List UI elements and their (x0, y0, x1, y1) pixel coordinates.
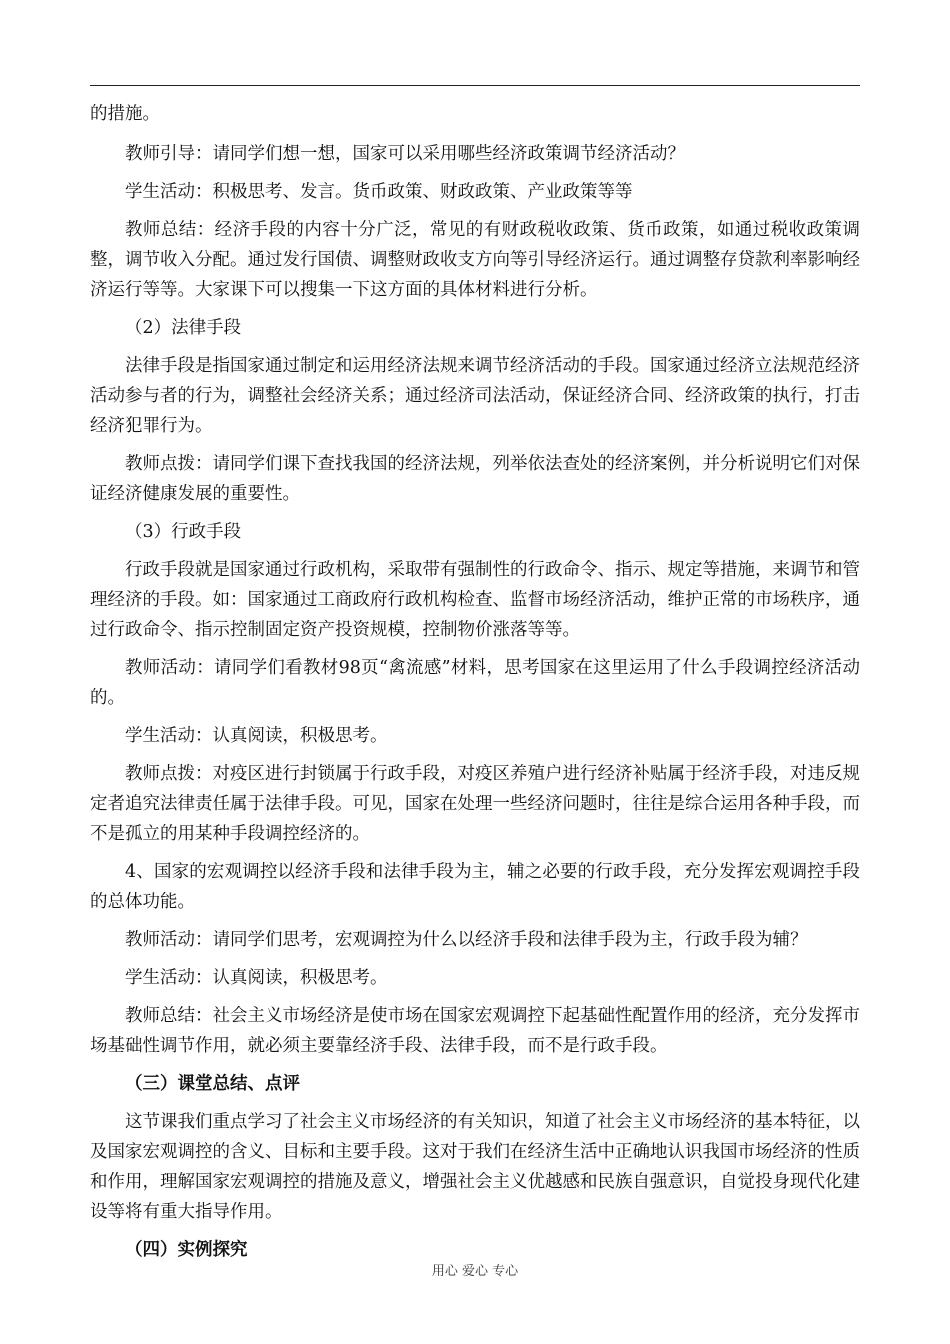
document-body (90, 99, 860, 1273)
paragraph: 教师引导：请同学们想一想，国家可以采用哪些经济政策调节经济活动？ (125, 144, 685, 164)
header-rule (90, 85, 860, 86)
paragraph: 教师总结：社会主义市场经济是使市场在国家宏观调控下起基础性配置作用的经济，充分发挥市场基础性调节作用，就必须主要靠经济手段、法律手段，而不是行政手段。 (90, 1006, 860, 1056)
section-heading-case-study: （四）实例探究 (125, 1240, 248, 1260)
paragraph: 的措施。 (90, 104, 160, 124)
subheading-legal: （2）法律手段 (125, 318, 242, 338)
page-footer: 用心 爱心 专心 (431, 1264, 519, 1279)
paragraph: 这节课我们重点学习了社会主义市场经济的有关知识，知道了社会主义市场经济的基本特征，以及国家宏观调控的含义、目标和主要手段。这对于我们在经济生活中正确地认识我国市场经济的性质和作用，理解国家宏观调控的措施及意义，增强社会主义优越感和民族自强意识，自觉投身现代化建设等将有重大指导作用。 (90, 1112, 860, 1222)
paragraph: 教师活动：请同学们看教材98页“禽流感”材料，思考国家在这里运用了什么手段调控经济活动的。 (90, 658, 860, 708)
paragraph: 行政手段就是国家通过行政机构，采取带有强制性的行政命令、指示、规定等措施，来调节和管理经济的手段。如：国家通过工商政府行政机构检查、监督市场经济活动，维护正常的市场秩序，通过行政命令、指示控制固定资产投资规模，控制物价涨落等等。 (90, 560, 860, 640)
paragraph: 4、国家的宏观调控以经济手段和法律手段为主，辅之必要的行政手段，充分发挥宏观调控手段的总体功能。 (90, 862, 860, 912)
paragraph: 教师点拨：对疫区进行封锁属于行政手段，对疫区养殖户进行经济补贴属于经济手段，对违反规定者追究法律责任属于法律手段。可见，国家在处理一些经济问题时，往往是综合运用各种手段，而不是孤立的用某种手段调控经济的。 (90, 764, 860, 844)
paragraph: 法律手段是指国家通过制定和运用经济法规来调节经济活动的手段。国家通过经济立法规范经济活动参与者的行为，调整社会经济关系；通过经济司法活动，保证经济合同、经济政策的执行，打击经济犯罪行为。 (90, 356, 860, 436)
section-heading-summary: （三）课堂总结、点评 (125, 1074, 300, 1094)
paragraph: 学生活动：认真阅读，积极思考。 (125, 726, 388, 746)
paragraph: 学生活动：积极思考、发言。货币政策、财政政策、产业政策等等 (125, 182, 633, 202)
paragraph: 学生活动：认真阅读，积极思考。 (125, 968, 388, 988)
paragraph: 教师总结：经济手段的内容十分广泛，常见的有财政税收政策、货币政策，如通过税收政策调整，调节收入分配。通过发行国债、调整财政收支方向等引导经济运行。通过调整存贷款利率影响经济运行等等。大家课下可以搜集一下这方面的具体材料进行分析。 (90, 220, 860, 300)
paragraph: 教师点拨：请同学们课下查找我国的经济法规，列举依法查处的经济案例，并分析说明它们对保证经济健康发展的重要性。 (90, 454, 860, 504)
paragraph: 教师活动：请同学们思考，宏观调控为什么以经济手段和法律手段为主，行政手段为辅？ (125, 930, 808, 950)
subheading-administrative: （3）行政手段 (125, 522, 242, 542)
